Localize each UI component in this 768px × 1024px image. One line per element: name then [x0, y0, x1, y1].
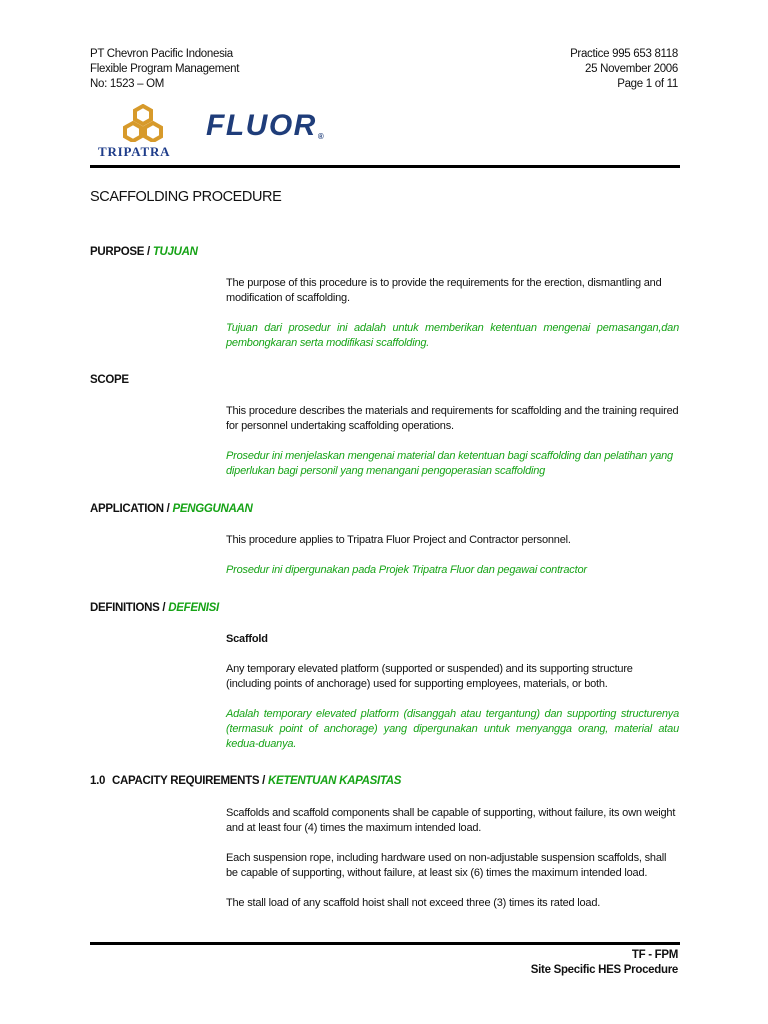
heading-text: DEFINITIONS / — [90, 602, 169, 614]
tripatra-wordmark: TRIPATRA — [98, 144, 171, 159]
fluor-logo — [206, 109, 324, 143]
footer — [531, 948, 678, 978]
footer-divider — [90, 942, 680, 945]
section-heading-scope — [90, 374, 129, 386]
header-left — [90, 47, 239, 92]
fluor-wordmark: FLUOR — [206, 109, 317, 142]
heading-translation: KETENTUAN KAPASITAS — [267, 775, 402, 787]
heading-text: PURPOSE / — [90, 246, 153, 258]
header-program: Flexible Program Management — [90, 63, 240, 75]
application-text: This procedure applies to Tripatra Fluor Project and Contractor personnel. — [226, 534, 571, 546]
definition-text: Any temporary elevated platform (supported or suspended) and its supporting structure (including points of anchorage) used for supporting employees, materials, or both. — [226, 663, 633, 690]
document-title: SCAFFOLDING PROCEDURE — [90, 189, 282, 205]
header-divider — [90, 165, 680, 168]
scope-text-translation: Prosedur ini menjelaskan mengenai material dan ketentuan bagi scaffolding dan pelatihan yang diperlukan bagi personil yang menangani pengoperasian scaffolding — [226, 450, 673, 477]
header-number: No: 1523 – OM — [90, 78, 165, 90]
capacity-paragraph: The stall load of any scaffold hoist shall not exceed three (3) times its rated load. — [226, 897, 601, 909]
application-text-translation: Prosedur ini dipergunakan pada Projek Tripatra Fluor dan pegawai contractor — [226, 564, 587, 576]
heading-text: CAPACITY REQUIREMENTS / — [112, 775, 268, 787]
tripatra-logo — [96, 104, 188, 160]
footer-line2: Site Specific HES Procedure — [530, 964, 678, 976]
heading-text: APPLICATION / — [90, 503, 173, 515]
section-heading-application — [90, 503, 253, 515]
header-right — [570, 47, 678, 92]
heading-translation: TUJUAN — [152, 246, 198, 258]
scope-text: This procedure describes the materials and requirements for scaffolding and the training required for personnel undertaking scaffolding operations. — [226, 405, 679, 432]
definition-term: Scaffold — [226, 633, 268, 645]
definition-text-translation: Adalah temporary elevated platform (disanggah atau tergantung) dan supporting structurenya (termasuk point of anchorage) yang dipergunakan untuk menyangga orang, material atau kedua-duanya. — [226, 708, 679, 750]
heading-text: SCOPE — [90, 374, 129, 386]
header-company: PT Chevron Pacific Indonesia — [90, 48, 233, 60]
purpose-text: The purpose of this procedure is to provide the requirements for the erection, dismantling and modification of scaffolding. — [226, 277, 662, 304]
section-number: 1.0 — [90, 775, 106, 787]
heading-translation: PENGGUNAAN — [172, 503, 253, 515]
section-heading-purpose — [90, 246, 198, 258]
capacity-paragraph: Scaffolds and scaffold components shall be capable of supporting, without failure, its own weight and at least four (4) times the maximum intended load. — [226, 807, 676, 834]
heading-translation: DEFENISI — [168, 602, 219, 614]
purpose-text-translation: Tujuan dari prosedur ini adalah untuk memberikan ketentuan mengenai pemasangan,dan pembongkaran serta modifikasi scaffolding. — [226, 322, 679, 349]
registered-mark: ® — [317, 132, 324, 141]
capacity-paragraph: Each suspension rope, including hardware used on non-adjustable suspension scaffolds, shall be capable of supporting, without failure, at least six (6) times the maximum intended load. — [226, 852, 667, 879]
footer-line1: TF - FPM — [631, 949, 678, 961]
section-heading-definitions — [90, 602, 219, 614]
section-heading-capacity — [90, 775, 401, 787]
honeycomb-icon — [118, 104, 168, 142]
header-page: Page 1 of 11 — [617, 78, 678, 90]
header-date: 25 November 2006 — [584, 63, 678, 75]
header-practice: Practice 995 653 8118 — [570, 48, 678, 60]
